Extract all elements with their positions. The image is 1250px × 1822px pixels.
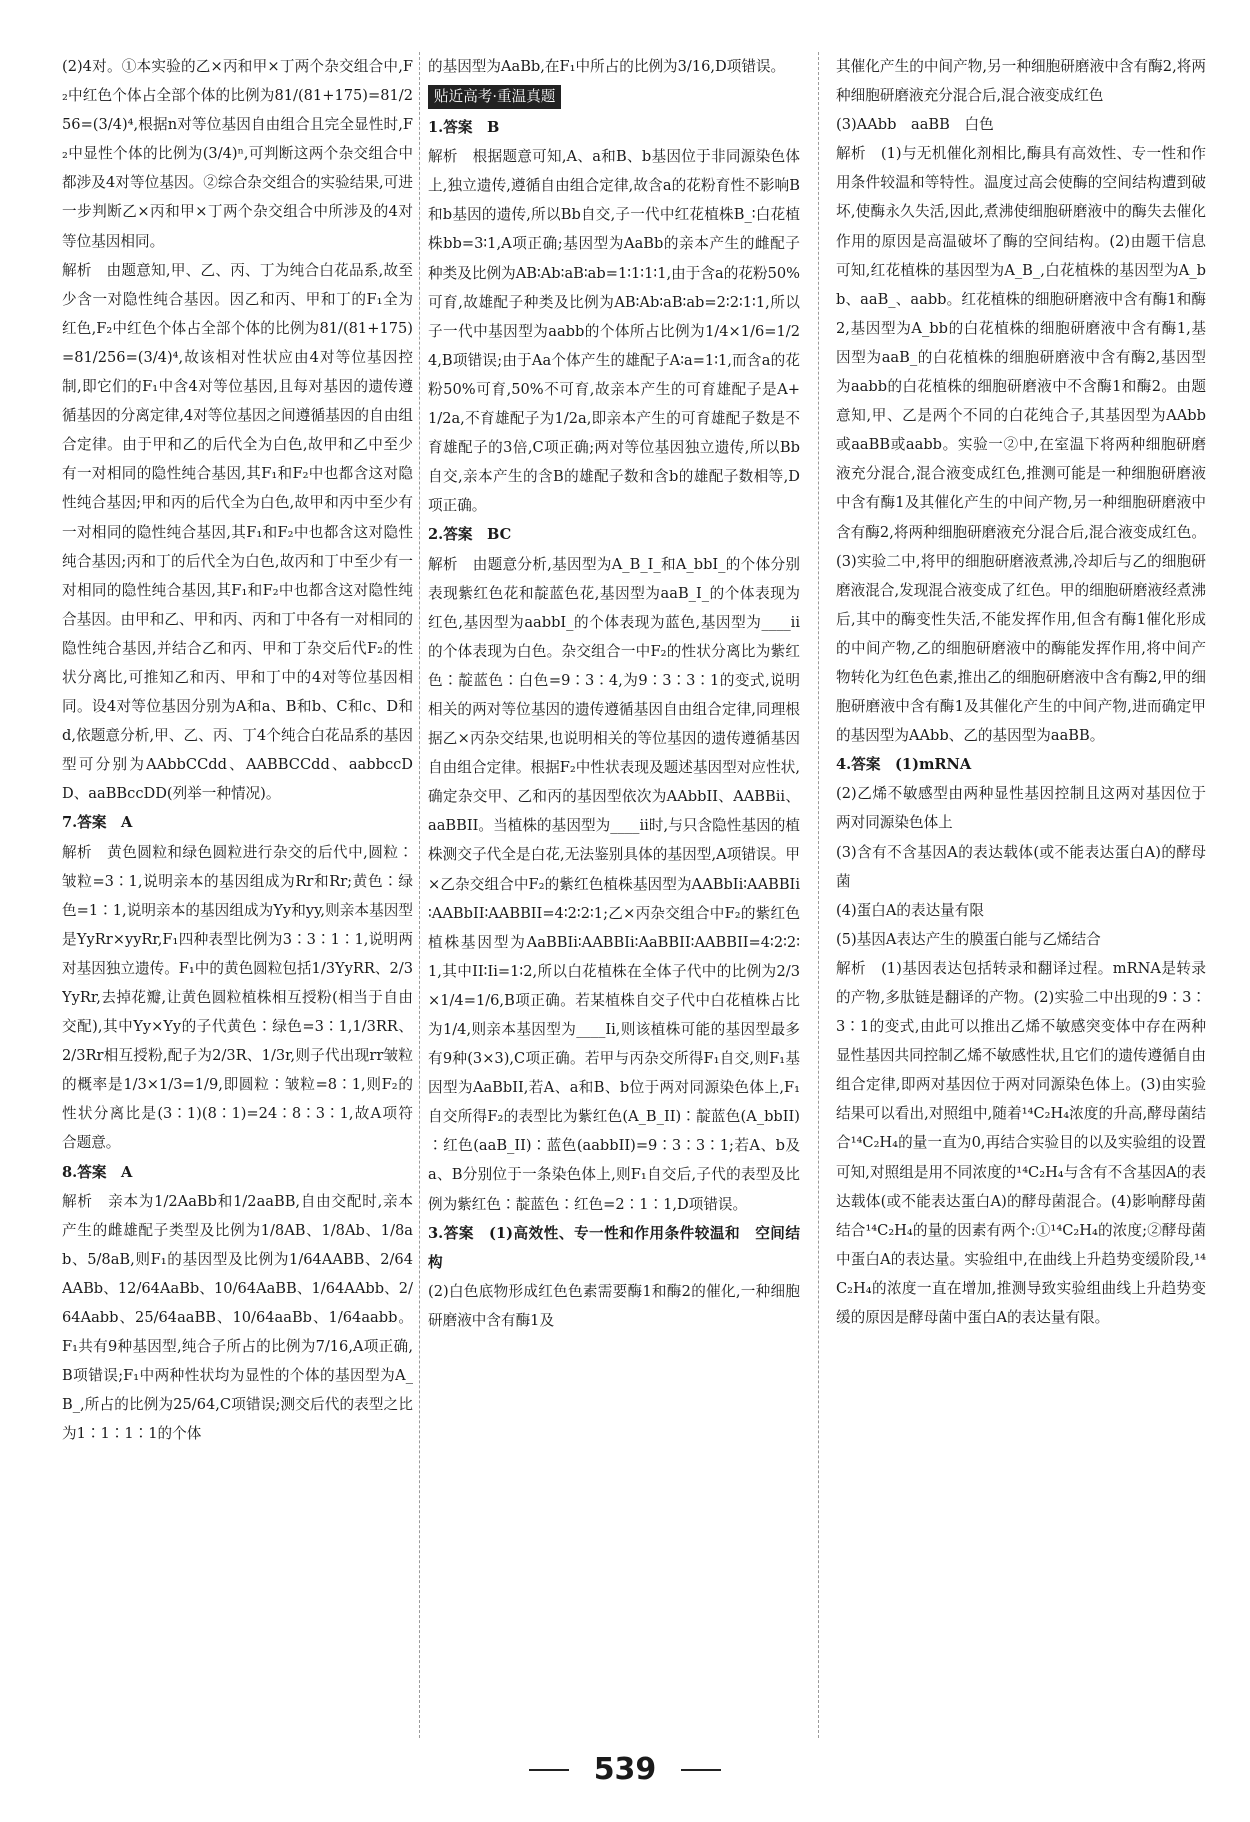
section-banner: 贴近高考·重温真题 (428, 85, 561, 109)
column-divider (419, 52, 420, 1738)
answer-column-2 (428, 52, 800, 1742)
paragraph: 其催化产生的中间产物,另一种细胞研磨液中含有酶2,将两种细胞研磨液充分混合后,混合液变成红色 (836, 58, 1206, 105)
paragraph: (4)蛋白A的表达量有限 (836, 901, 984, 919)
answer-4: 4.答案 (1)mRNA (836, 756, 972, 774)
answer-column-1 (62, 52, 413, 1742)
answer-column-3 (836, 52, 1206, 1742)
answer-3: 3.答案 (1)高效性、专一性和作用条件较温和 空间结构 (428, 1224, 800, 1271)
answer-2: 2.答案 BC (428, 526, 512, 544)
paragraph: 解析 (1)基因表达包括转录和翻译过程。mRNA是转录的产物,多肽链是翻译的产物。(2)实验二中出现的9∶3∶3∶1的变式,由此可以推出乙烯不敏感突变体中存在两种显性基因共同控制乙烯不敏感性状,且它们的遗传遵循自由组合定律,即两对基因位于两对同源染色体上。(3)由实验结果可以看出,对照组中,随着¹⁴C₂H₄浓度的升高,酵母菌结合¹⁴C₂H₄的量一直为0,再结合实验目的以及实验组的设置可知,对照组是用不同浓度的¹⁴C₂H₄与含有不含基因A的表达载体(或不能表达蛋白A)的酵母菌混合。(4)影响酵母菌结合¹⁴C₂H₄的量的因素有两个:①¹⁴C₂H₄的浓度;②酵母菌中蛋白A的表达量。实验组中,在曲线上升趋势变缓阶段,¹⁴C₂H₄的浓度一直在增加,推测导致实验组曲线上升趋势变缓的原因是酵母菌中蛋白A的表达量有限。 (836, 959, 1206, 1327)
paragraph: (3)含有不含基因A的表达载体(或不能表达蛋白A)的酵母菌 (836, 843, 1206, 890)
page-footer (0, 1752, 1250, 1787)
paragraph: 解析 亲本为1/2AaBb和1/2aaBB,自由交配时,亲本产生的雌雄配子类型及比例为1/8AB、1/8Ab、1/8ab、5/8aB,则F₁的基因型及比例为1/64AABB、2/64AABb、12/64AaBb、10/64AaBB、1/64AAbb、2/64Aabb、25/64aaBB、10/64aaBb、1/64aabb。F₁共有9种基因型,纯合子所占的比例为7/16,A项正确,B项错误;F₁中两种性状均为显性的个体的基因型为A_B_,所占的比例为25/64,C项错误;测交后代的表型之比为1∶1∶1∶1的个体 (62, 1192, 413, 1443)
paragraph: (3)AAbb aaBB 白色 (836, 116, 994, 134)
footer-dash (681, 1769, 721, 1771)
paragraph: 解析 由题意知,甲、乙、丙、丁为纯合白花品系,故至少含一对隐性纯合基因。因乙和丙、甲和丁的F₁全为红色,F₂中红色个体占全部个体的比例为81/(81+175)=81/256=(3/4)⁴,故该相对性状应由4对等位基因控制,即它们的F₁中含4对等位基因,且每对基因的遗传遵循基因的分离定律,4对等位基因之间遵循基因的自由组合定律。由于甲和乙的后代全为白色,故甲和乙中至少有一对相同的隐性纯合基因,其F₁和F₂中也都含这对隐性纯合基因;甲和丙的后代全为白色,故甲和丙中至少有一对相同的隐性纯合基因,其F₁和F₂中也都含这对隐性纯合基因;丙和丁的后代全为白色,故丙和丁中至少有一对相同的隐性纯合基因,其F₁和F₂中也都含这对隐性纯合基因。由甲和乙、甲和丙、丙和丁中各有一对相同的隐性纯合基因,并结合乙和丙、甲和丁杂交后代F₂的性状分离比,可推知乙和丙、甲和丁中的4对等位基因相同。设4对等位基因分别为A和a、B和b、C和c、D和d,依题意分析,甲、乙、丙、丁4个纯合白花品系的基因型可分别为AAbbCCdd、AABBCCdd、aabbccDD、aaBBccDD(列举一种情况)。 (62, 261, 413, 803)
column-divider (818, 52, 819, 1738)
paragraph: 解析 黄色圆粒和绿色圆粒进行杂交的后代中,圆粒∶皱粒=3∶1,说明亲本的基因组成为Rr和Rr;黄色∶绿色=1∶1,说明亲本的基因组成为Yy和yy,则亲本基因型是YyRr×yyRr,F₁四种表型比例为3∶3∶1∶1,说明两对基因独立遗传。F₁中的黄色圆粒包括1/3YyRR、2/3YyRr,去掉花瓣,让黄色圆粒植株相互授粉(相当于自由交配),其中Yy×Yy的子代黄色∶绿色=3∶1,1/3RR、2/3Rr相互授粉,配子为2/3R、1/3r,则子代出现rr皱粒的概率是1/3×1/3=1/9,即圆粒∶皱粒=8∶1,则F₂的性状分离比是(3∶1)(8∶1)=24∶8∶3∶1,故A项符合题意。 (62, 843, 413, 1152)
footer-dash (529, 1769, 569, 1771)
answer-7: 7.答案 A (62, 814, 133, 832)
answer-8: 8.答案 A (62, 1163, 133, 1181)
paragraph: 的基因型为AaBb,在F₁中所占的比例为3/16,D项错误。 (428, 58, 786, 75)
paragraph: 解析 由题意分析,基因型为A_B_I_和A_bbI_的个体分别表现紫红色花和靛蓝色花,基因型为aaB_I_的个体表现为红色,基因型为aabbI_的个体表现为蓝色,基因型为____ii的个体表现为白色。杂交组合一中F₂的性状分离比为紫红色∶靛蓝色∶白色=9∶3∶4,为9∶3∶3∶1的变式,说明相关的两对等位基因的遗传遵循基因自由组合定律,同理根据乙×丙杂交结果,也说明相关的等位基因的遗传遵循基因自由组合定律。根据F₂中性状表现及题述基因型对应性状,确定杂交甲、乙和丙的基因型依次为AAbbII、AABBii、aaBBII。当植株的基因型为____ii时,与只含隐性基因的植株测交子代全是白花,无法鉴别具体的基因型,A项错误。甲×乙杂交组合中F₂的紫红色植株基因型为AABbIi∶AABBIi∶AABbII∶AABBII=4∶2∶2∶1;乙×丙杂交组合中F₂的紫红色植株基因型为AaBBIi∶AABBIi∶AaBBII∶AABBII=4∶2∶2∶1,其中II∶Ii=1∶2,所以白花植株在全体子代中的比例为2/3×1/4=1/6,B项正确。若某植株自交子代中白花植株占比为1/4,则亲本基因型为____Ii,则该植株可能的基因型最多有9种(3×3),C项正确。若甲与丙杂交所得F₁自交,则F₁基因型为AaBbII,若A、a和B、b位于两对同源染色体上,F₁自交所得F₂的表型比为紫红色(A_B_II)∶靛蓝色(A_bbII)∶红色(aaB_II)∶蓝色(aabbII)=9∶3∶3∶1;若A、b及a、B分别位于一条染色体上,则F₁自交后,子代的表型及比例为紫红色∶靛蓝色∶红色=2∶1∶1,D项错误。 (428, 555, 800, 1213)
paragraph: (2)乙烯不敏感型由两种显性基因控制且这两对基因位于两对同源染色体上 (836, 785, 1206, 832)
paragraph: 解析 (1)与无机催化剂相比,酶具有高效性、专一性和作用条件较温和等特性。温度过高会使酶的空间结构遭到破坏,使酶永久失活,因此,煮沸使细胞研磨液中的酶失去催化作用的原因是高温破坏了酶的空间结构。(2)由题干信息可知,红花植株的基因型为A_B_,白花植株的基因型为A_bb、aaB_、aabb。红花植株的细胞研磨液中含有酶1和酶2,基因型为A_bb的白花植株的细胞研磨液中含有酶1,基因型为aaB_的白花植株的细胞研磨液中含有酶2,基因型为aabb的白花植株的细胞研磨液中不含酶1和酶2。由题意知,甲、乙是两个不同的白花纯合子,其基因型为AAbb或aaBB或aabb。实验一②中,在室温下将两种细胞研磨液充分混合,混合液变成红色,推测可能是一种细胞研磨液中含有酶1及其催化产生的中间产物,另一种细胞研磨液中含有酶2,将两种细胞研磨液充分混合后,混合液变成红色。(3)实验二中,将甲的细胞研磨液煮沸,冷却后与乙的细胞研磨液混合,发现混合液变成了红色。甲的细胞研磨液经煮沸后,其中的酶变性失活,不能发挥作用,但含有酶1催化形成的中间产物,乙的细胞研磨液中的酶能发挥作用,将中间产物转化为红色色素,推出乙的细胞研磨液中含有酶2,甲的细胞研磨液中含有酶1及其催化产生的中间产物,进而确定甲的基因型为AAbb、乙的基因型为aaBB。 (836, 145, 1206, 745)
paragraph: (2)4对。①本实验的乙×丙和甲×丁两个杂交组合中,F₂中红色个体占全部个体的比例为81/(81+175)=81/256=(3/4)⁴,根据n对等位基因自由组合且完全显性时,F₂中显性个体的比例为(3/4)ⁿ,可判断这两个杂交组合中都涉及4对等位基因。②综合杂交组合的实验结果,可进一步判断乙×丙和甲×丁两个杂交组合中所涉及的4对等位基因相同。 (62, 58, 413, 250)
answer-1: 1.答案 B (428, 119, 500, 137)
paragraph: 解析 根据题意可知,A、a和B、b基因位于非同源染色体上,独立遗传,遵循自由组合定律,故含a的花粉育性不影响B和b基因的遗传,所以Bb自交,子一代中红花植株B_∶白花植株bb=3∶1,A项正确;基因型为AaBb的亲本产生的雌配子种类及比例为AB∶Ab∶aB∶ab=1∶1∶1∶1,由于含a的花粉50%可育,故雄配子种类及比例为AB∶Ab∶aB∶ab=2∶2∶1∶1,所以子一代中基因型为aabb的个体所占比例为1/4×1/6=1/24,B项错误;由于Aa个体产生的雄配子A∶a=1∶1,而含a的花粉50%可育,50%不可育,故亲本产生的可育雄配子是A+1/2a,不育雄配子为1/2a,即亲本产生的可育雄配子数是不育雄配子的3倍,C项正确;两对等位基因独立遗传,所以Bb自交,亲本产生的含B的雄配子数和含b的雄配子数相等,D项正确。 (428, 148, 800, 515)
page-number: 539 (593, 1752, 657, 1787)
paragraph: (5)基因A表达产生的膜蛋白能与乙烯结合 (836, 930, 1101, 948)
paragraph: (2)白色底物形成红色色素需要酶1和酶2的催化,一种细胞研磨液中含有酶1及 (428, 1282, 800, 1329)
